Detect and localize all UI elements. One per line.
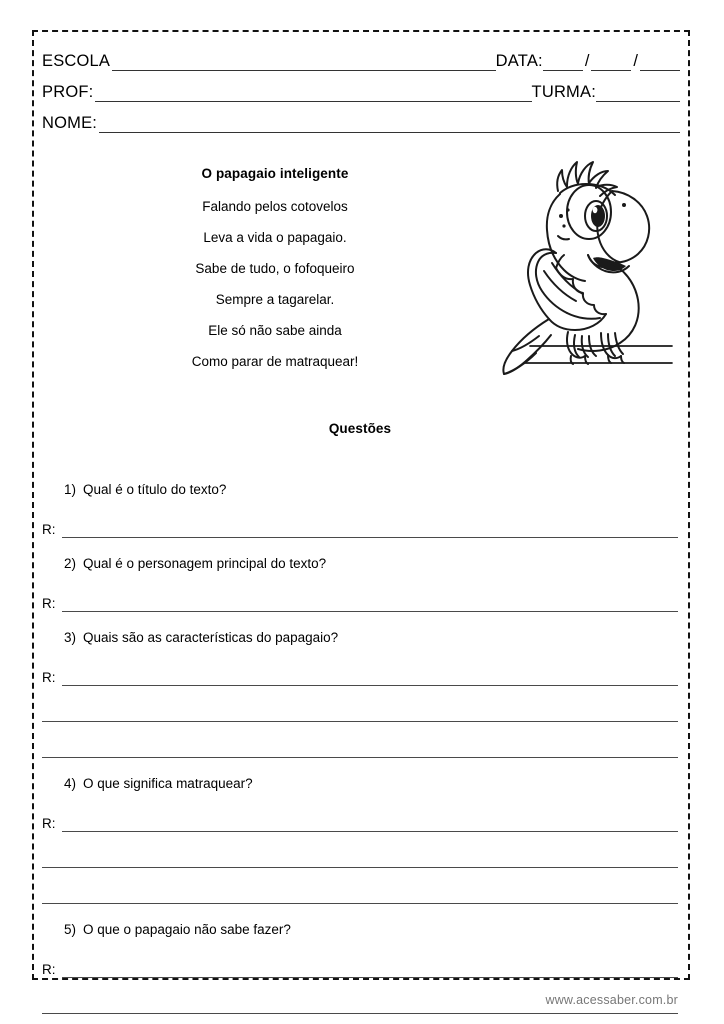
answer-label: R: <box>42 670 56 685</box>
poem-title: O papagaio inteligente <box>201 166 349 181</box>
question-item <box>42 556 678 630</box>
answer-input-line[interactable] <box>62 596 678 612</box>
answer-input-line[interactable] <box>62 670 678 686</box>
date-year-input-line[interactable] <box>640 54 680 71</box>
spacer <box>42 758 678 776</box>
answer-continuation-line[interactable] <box>42 686 678 722</box>
answer-input-line[interactable] <box>62 962 678 978</box>
question-label: O que o papagaio não sabe fazer? <box>83 922 291 937</box>
school-label: ESCOLA <box>42 52 111 70</box>
question-text <box>42 556 678 572</box>
footer-credit: www.acessaber.com.br <box>545 993 678 1007</box>
question-number: 2) <box>64 556 77 571</box>
questions-list <box>42 482 678 1014</box>
answer-continuation-line[interactable] <box>42 868 678 904</box>
answer-row <box>42 664 678 686</box>
question-label: O que significa matraquear? <box>83 776 253 791</box>
answer-row <box>42 956 678 978</box>
poem-line: Como parar de matraquear! <box>191 354 359 369</box>
header-fields <box>42 40 680 133</box>
question-text <box>42 776 678 792</box>
date-label: DATA: <box>495 52 543 70</box>
answer-row <box>42 516 678 538</box>
name-row <box>42 102 680 133</box>
name-input-line[interactable] <box>99 116 680 133</box>
teacher-class-row <box>42 71 680 102</box>
question-number: 4) <box>64 776 77 791</box>
question-number: 5) <box>64 922 77 937</box>
answer-continuation-line[interactable] <box>42 722 678 758</box>
poem-line: Falando pelos cotovelos <box>202 199 348 214</box>
poem-line: Sempre a tagarelar. <box>215 292 335 307</box>
spacer <box>42 612 678 630</box>
teacher-label: PROF: <box>42 83 94 101</box>
parrot-illustration <box>472 150 678 390</box>
question-item <box>42 630 678 776</box>
poem-line: Sabe de tudo, o fofoqueiro <box>195 261 355 276</box>
school-input-line[interactable] <box>112 54 496 71</box>
date-separator-2: / <box>633 52 638 70</box>
questions-heading: Questões <box>328 421 392 436</box>
poem-line: Leva a vida o papagaio. <box>203 230 347 245</box>
name-label: NOME: <box>42 114 98 132</box>
teacher-input-line[interactable] <box>95 85 531 102</box>
class-input-line[interactable] <box>596 85 680 102</box>
question-label: Qual é o personagem principal do texto? <box>83 556 327 571</box>
question-text <box>42 922 678 938</box>
question-item <box>42 482 678 556</box>
answer-label: R: <box>42 596 56 611</box>
answer-row <box>42 810 678 832</box>
question-item <box>42 776 678 922</box>
question-label: Quais são as características do papagaio? <box>83 630 339 645</box>
date-separator-1: / <box>584 52 590 70</box>
question-text <box>42 630 678 646</box>
answer-input-line[interactable] <box>62 522 678 538</box>
spacer <box>42 904 678 922</box>
question-number: 1) <box>64 482 77 497</box>
poem-line: Ele só não sabe ainda <box>208 323 342 338</box>
answer-input-line[interactable] <box>62 816 678 832</box>
answer-row <box>42 590 678 612</box>
answer-label: R: <box>42 962 56 977</box>
question-label: Qual é o título do texto? <box>83 482 227 497</box>
question-number: 3) <box>64 630 77 645</box>
date-month-input-line[interactable] <box>591 54 631 71</box>
question-text <box>42 482 678 498</box>
answer-label: R: <box>42 816 56 831</box>
poem-text <box>120 166 430 369</box>
school-date-row <box>42 40 680 71</box>
spacer <box>42 538 678 556</box>
class-label: TURMA: <box>531 83 596 101</box>
date-day-input-line[interactable] <box>543 54 583 71</box>
answer-label: R: <box>42 522 56 537</box>
answer-continuation-line[interactable] <box>42 832 678 868</box>
